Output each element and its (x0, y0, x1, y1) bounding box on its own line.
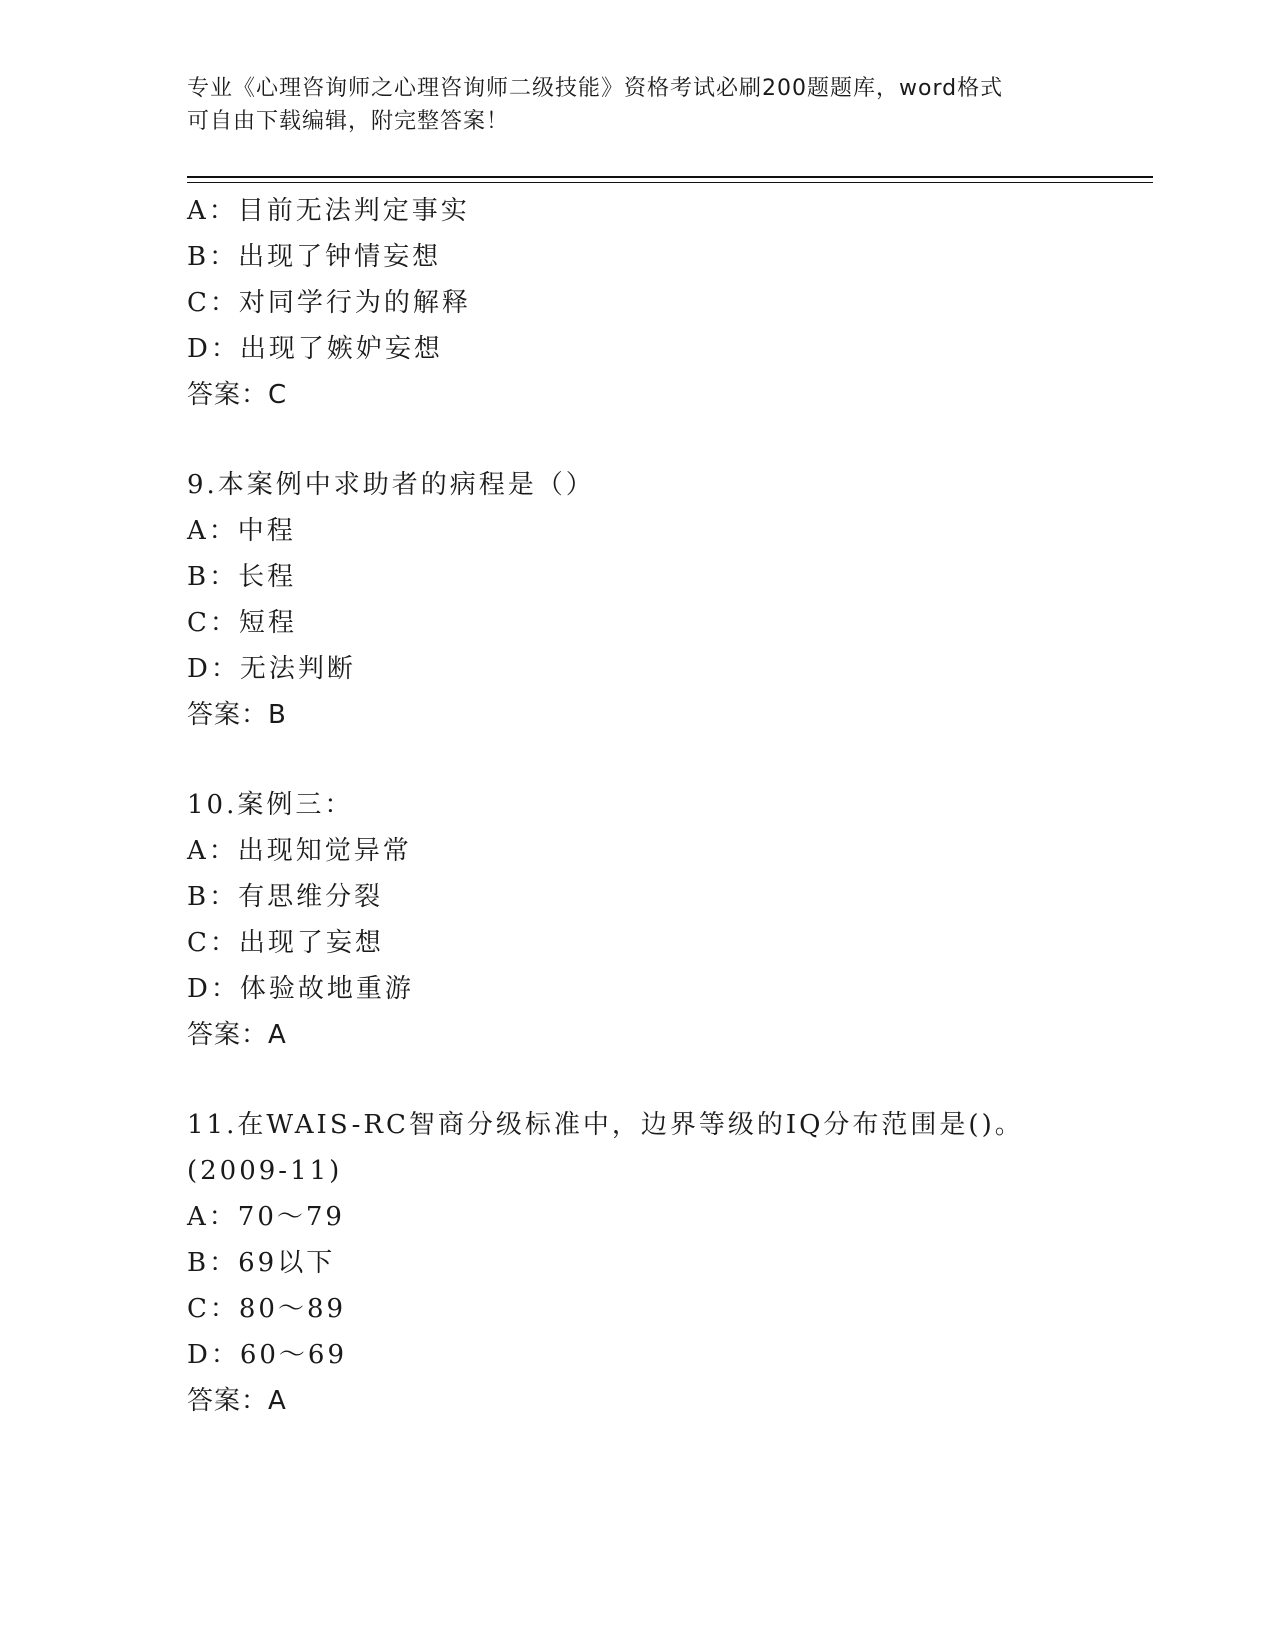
question-9 (187, 462, 1147, 738)
document-header (187, 72, 1087, 138)
header-line-2: 可自由下载编辑，附完整答案！ (187, 109, 510, 134)
option-d: D：无法判断 (187, 654, 356, 684)
header-line-1: 专业《心理咨询师之心理咨询师二级技能》资格考试必刷200题题库，word格式 (187, 76, 1004, 101)
option-b: B：有思维分裂 (187, 882, 384, 912)
option-a: A：出现知觉异常 (187, 836, 412, 866)
option-b: B：长程 (187, 562, 297, 592)
question-8 (187, 188, 1147, 418)
header-divider-thick (187, 176, 1153, 178)
option-c: C：出现了妄想 (187, 928, 384, 958)
question-11 (187, 1102, 1147, 1424)
option-c: C：对同学行为的解释 (187, 288, 471, 318)
option-b: B：出现了钟情妄想 (187, 242, 442, 272)
answer-line: 答案：A (187, 1386, 287, 1416)
option-c: C：80～89 (187, 1294, 347, 1324)
question-text: 11.在WAIS-RC智商分级标准中，边界等级的IQ分布范围是()。 (187, 1110, 1024, 1140)
option-d: D：体验故地重游 (187, 974, 414, 1004)
answer-line: 答案：B (187, 700, 287, 730)
question-text: 10.案例三： (187, 790, 354, 820)
option-a: A：目前无法判定事实 (187, 196, 470, 226)
answer-line: 答案：C (187, 380, 288, 410)
option-c: C：短程 (187, 608, 297, 638)
option-a: A：70～79 (187, 1202, 345, 1232)
question-text: 9.本案例中求助者的病程是（） (187, 470, 595, 500)
question-10 (187, 782, 1147, 1058)
option-b: B：69以下 (187, 1248, 336, 1278)
question-text-continued: (2009-11) (187, 1156, 343, 1186)
option-d: D：出现了嫉妒妄想 (187, 334, 443, 364)
option-d: D：60～69 (187, 1340, 348, 1370)
question-list (187, 188, 1147, 1424)
option-a: A：中程 (187, 516, 296, 546)
header-divider-thin (187, 182, 1153, 183)
answer-line: 答案：A (187, 1020, 287, 1050)
